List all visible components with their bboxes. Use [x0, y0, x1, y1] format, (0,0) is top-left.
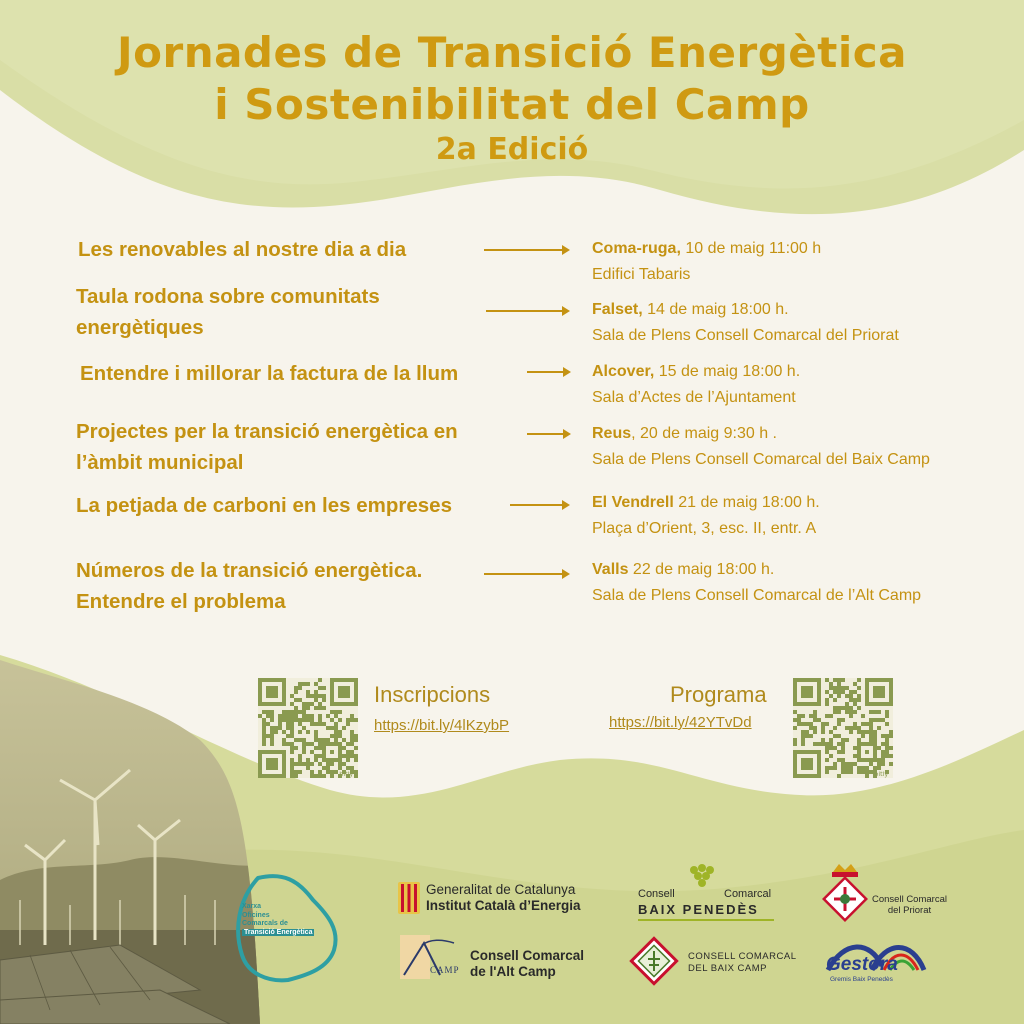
page-title-line-2: i Sostenibilitat del Camp: [214, 80, 810, 129]
edition-subtitle: 2a Edició: [435, 132, 589, 167]
event-title: Projectes per la transició energètica en l’àmbit municipal: [76, 420, 458, 474]
arrow-icon: [484, 573, 568, 575]
registration-qr-code[interactable]: [258, 678, 358, 778]
event-title: Taula rodona sobre comunitats energètiques: [76, 285, 380, 339]
event-details: El Vendrell 21 de maig 18:00 h. Plaça d’Orient, 3, esc. II, entr. A: [592, 494, 820, 537]
program-label: Programa: [670, 682, 767, 707]
event-details: Falset, 14 de maig 18:00 h. Sala de Plens Consell Comarcal del Priorat: [592, 301, 899, 344]
arrow-icon: [510, 504, 568, 506]
svg-text:bitly: bitly: [874, 770, 889, 778]
arrow-icon: [527, 433, 569, 435]
event-title: Entendre i millorar la factura de la llum: [80, 362, 459, 385]
svg-text:bitly: bitly: [339, 770, 354, 778]
event-title: La petjada de carboni en les empreses: [76, 494, 452, 517]
registration-label: Inscripcions: [374, 682, 491, 707]
arrow-icon: [484, 249, 568, 251]
event-details: Coma-ruga, 10 de maig 11:00 h Edifici Tabaris: [592, 240, 822, 283]
event-title: Les renovables al nostre dia a dia: [78, 238, 407, 261]
page-title-line-1: Jornades de Transició Energètica: [117, 28, 907, 77]
event-details: Alcover, 15 de maig 18:00 h. Sala d’Actes de l’Ajuntament: [592, 363, 801, 406]
event-details: Reus, 20 de maig 9:30 h . Sala de Plens Consell Comarcal del Baix Camp: [592, 425, 930, 468]
arrow-icon: [486, 310, 568, 312]
consell-baix-penedes-logo: Consell Comarcal BAIX PENEDÈS: [632, 862, 782, 928]
xarxa-oficines-logo: Xarxa Oficines Comarcals de Transició Energètica: [228, 870, 348, 985]
event-details: Valls 22 de maig 18:00 h. Sala de Plens Consell Comarcal de l’Alt Camp: [592, 561, 922, 604]
registration-link[interactable]: https://bit.ly/4lKzybP: [374, 717, 510, 734]
arrow-icon: [527, 371, 569, 373]
event-title: Números de la transició energètica. Entendre el problema: [76, 559, 423, 613]
program-link[interactable]: https://bit.ly/42YTvDd: [609, 714, 752, 731]
program-qr-code[interactable]: [793, 678, 893, 778]
